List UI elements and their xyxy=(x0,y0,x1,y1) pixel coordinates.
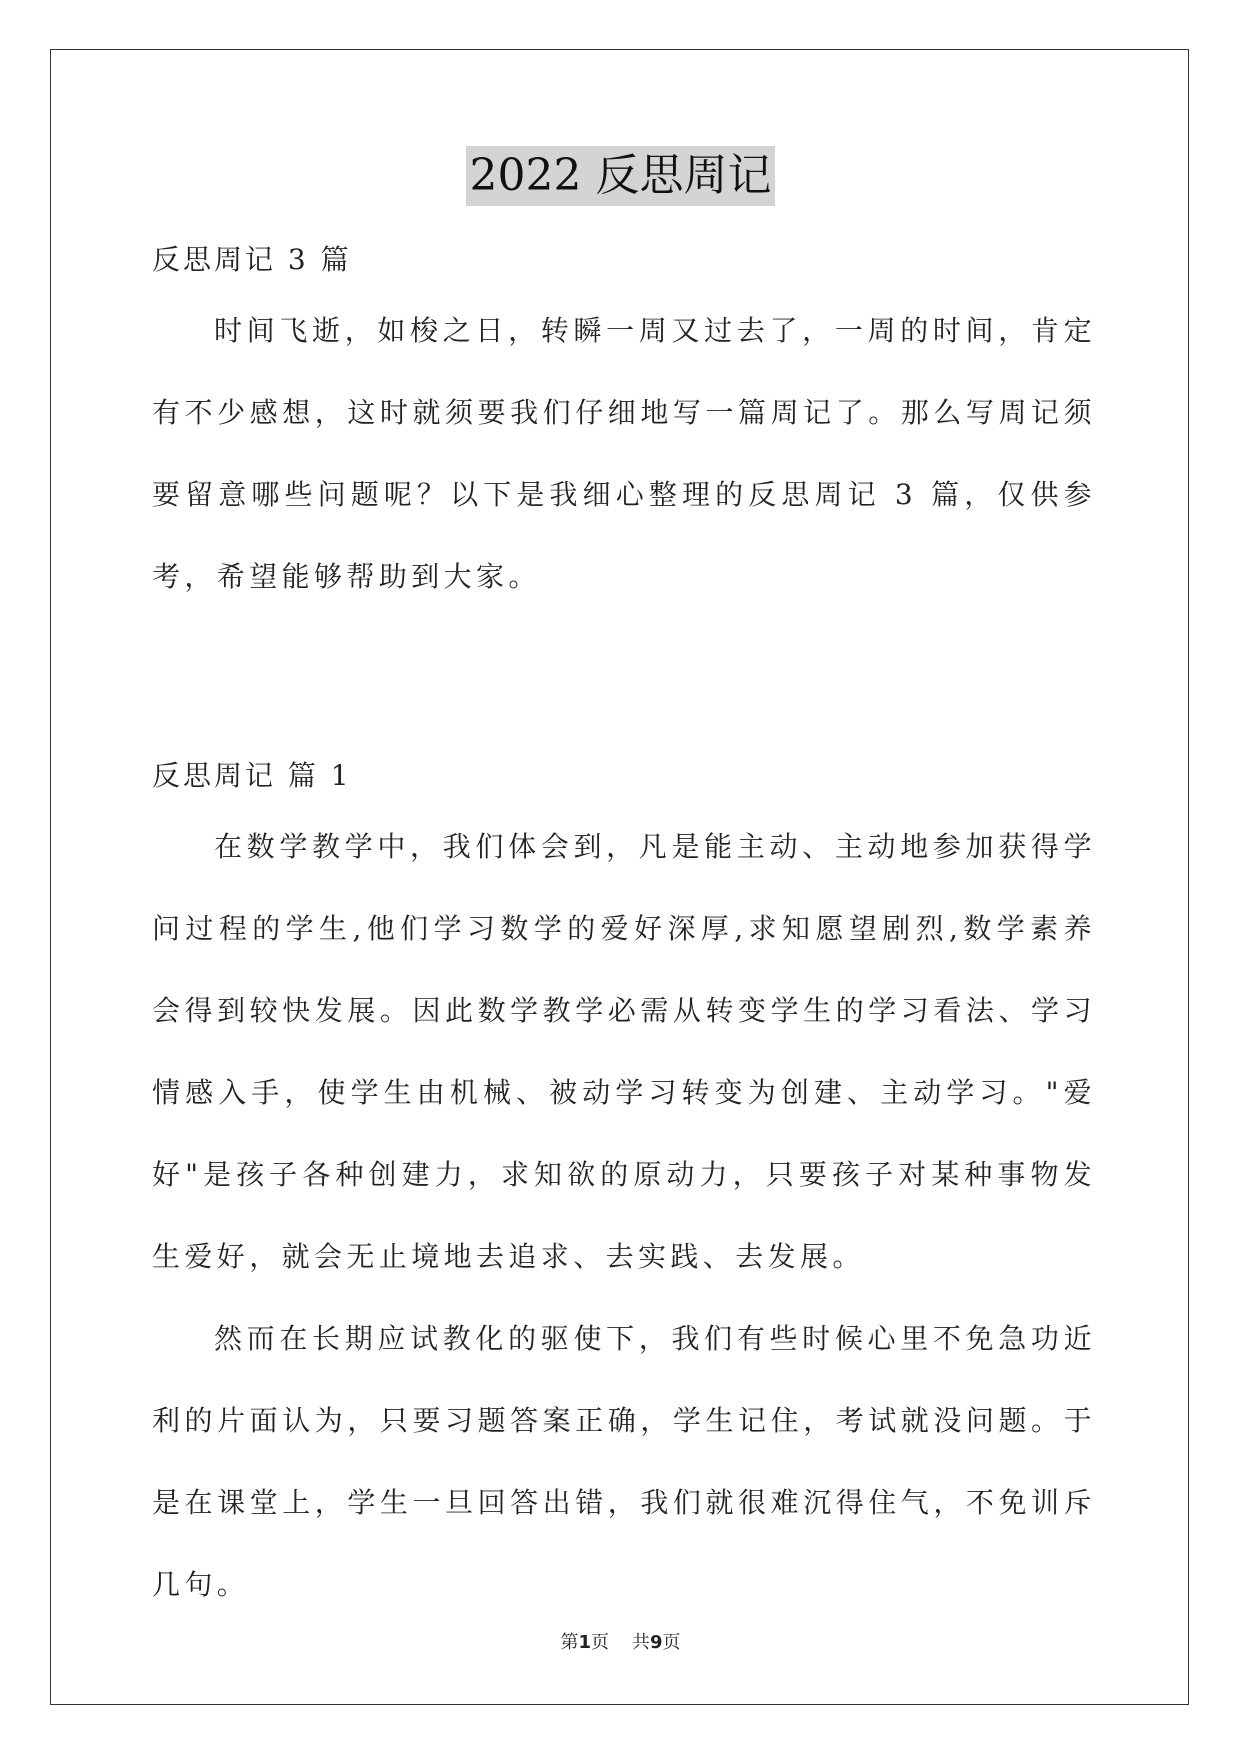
footer-middle: 页 共 xyxy=(591,1632,650,1653)
title-container xyxy=(0,146,1241,206)
section-paragraph-2: 然而在长期应试教化的驱使下，我们有些时候心里不免急功近利的片面认为，只要习题答案正确，学生记住，考试就没问题。于是在课堂上，学生一旦回答出错，我们就很难沉得住气，不免训斥几句。 xyxy=(152,1322,1096,1601)
document-title: 2022 反思周记 xyxy=(466,146,776,206)
intro-heading: 反思周记 3 篇 xyxy=(152,243,352,276)
section-heading: 反思周记 篇 1 xyxy=(152,759,352,792)
section-paragraph-1: 在数学教学中，我们体会到，凡是能主动、主动地参加获得学问过程的学生,他们学习数学的爱好深厚,求知愿望剧烈,数学素养会得到较快发展。因此数学教学必需从转变学生的学习看法、学习情感入手，使学生由机械、被动学习转变为创建、主动学习。"爱好"是孩子各种创建力，求知欲的原动力，只要孩子对某种事物发生爱好，就会无止境地去追求、去实践、去发展。 xyxy=(152,830,1096,1273)
footer-suffix: 页 xyxy=(662,1632,681,1653)
page-footer xyxy=(0,1628,1241,1654)
intro-paragraph: 时间飞逝，如梭之日，转瞬一周又过去了，一周的时间，肯定有不少感想，这时就须要我们仔细地写一篇周记了。那么写周记须要留意哪些问题呢？以下是我细心整理的反思周记 3 篇，仅供参考，希望能够帮助到大家。 xyxy=(152,314,1096,593)
footer-current-page: 1 xyxy=(578,1632,592,1653)
footer-total-pages: 9 xyxy=(649,1632,663,1653)
footer-prefix: 第 xyxy=(560,1632,579,1653)
